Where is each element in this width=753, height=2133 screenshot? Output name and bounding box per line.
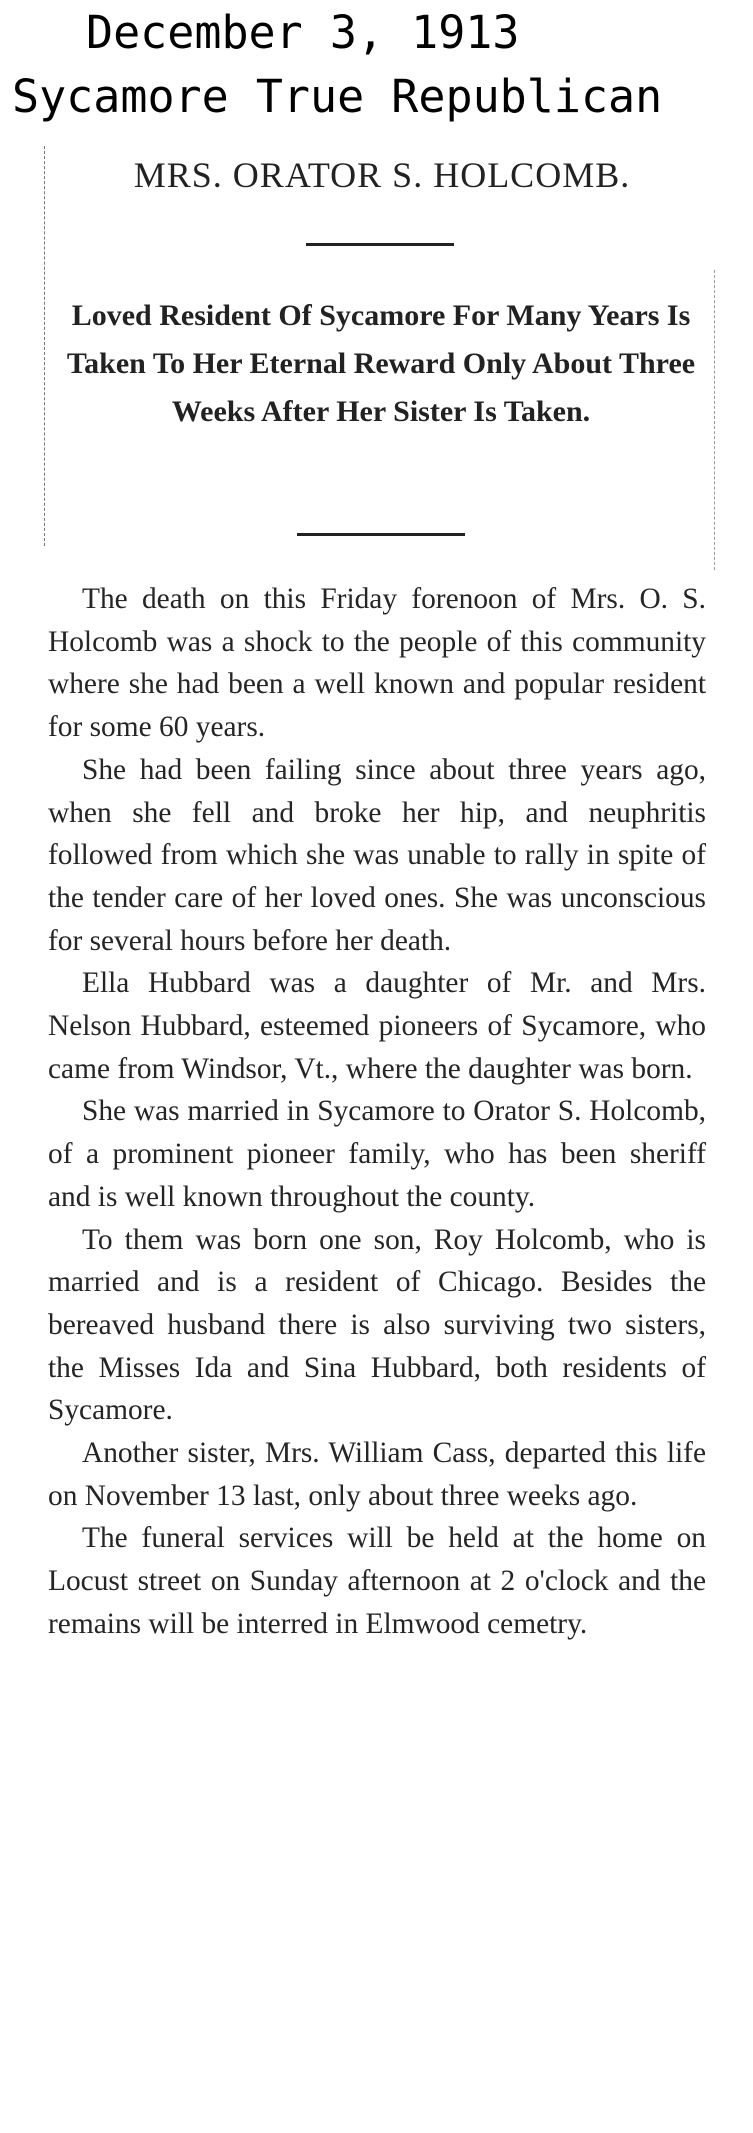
paragraph: She had been failing since about three years ago, when she fell and broke her hip, and neuphritis followed from which she was unable to rally in spite of the tender care of her loved ones. She was unconscious for several hours before her death. <box>48 753 706 957</box>
clipping-border-right <box>714 270 715 570</box>
article-title: MRS. ORATOR S. HOLCOMB. <box>133 155 631 195</box>
paragraph: Ella Hubbard was a daughter of Mr. and Mrs. Nelson Hubbard, esteemed pioneers of Sycamore, who came from Windsor, Vt., where the daughter was born. <box>48 967 706 1085</box>
clipping-border-left <box>44 146 45 546</box>
paragraph: She was married in Sycamore to Orator S. Holcomb, of a prominent pioneer family, who has been sheriff and is well known throughout the county. <box>48 1095 706 1213</box>
paragraph: The funeral services will be held at the home on Locust street on Sunday afternoon at 2 o'clock and the remains will be interred in Elmwood cemetry. <box>48 1522 706 1640</box>
publication-date: December 3, 1913 <box>86 6 520 59</box>
paragraph: The death on this Friday forenoon of Mrs. O. S. Holcomb was a shock to the people of this community where she had been a well known and popular resident for some 60 years. <box>48 583 706 744</box>
subhead-divider <box>297 533 465 536</box>
paragraph: To them was born one son, Roy Holcomb, who is married and is a resident of Chicago. Besides the bereaved husband there is also surviving two sisters, the Misses Ida and Sina Hubbard, both residents of Sycamore. <box>48 1223 706 1427</box>
paragraph: Another sister, Mrs. William Cass, departed this life on November 13 last, only about three weeks ago. <box>48 1437 706 1512</box>
newspaper-name: Sycamore True Republican <box>12 70 663 123</box>
article-body <box>48 578 706 1646</box>
article-subhead: Loved Resident Of Sycamore For Many Years Is Taken To Her Eternal Reward Only About Three Weeks After Her Sister Is Taken. <box>66 299 696 428</box>
title-divider <box>306 243 454 246</box>
